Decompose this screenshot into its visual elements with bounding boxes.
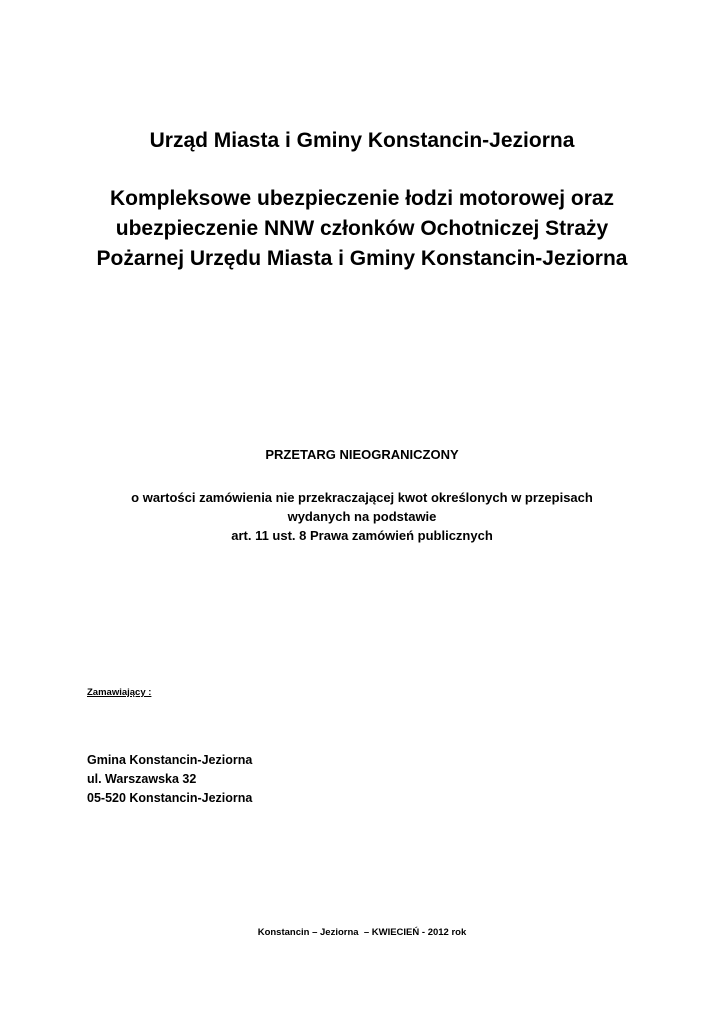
subject-line: Kompleksowe ubezpieczenie łodzi motorowej oraz bbox=[109, 187, 615, 210]
address-line: ul. Warszawska 32 bbox=[87, 772, 197, 786]
office-title: Urząd Miasta i Gminy Konstancin-Jeziorna bbox=[149, 129, 575, 152]
tender-type-heading: PRZETARG NIEOGRANICZONY bbox=[265, 447, 459, 462]
value-line: art. 11 ust. 8 Prawa zamówień publicznych bbox=[231, 528, 493, 543]
address-line: Gmina Konstancin-Jeziorna bbox=[87, 753, 253, 767]
value-line: wydanych na podstawie bbox=[287, 509, 437, 524]
orderer-address bbox=[87, 751, 252, 808]
subject-line: ubezpieczenie NNW członków Ochotniczej Straży bbox=[115, 217, 609, 240]
address-line: 05-520 Konstancin-Jeziorna bbox=[87, 791, 253, 805]
contract-value-description bbox=[60, 488, 664, 545]
footer-place-date: Konstancin – Jeziorna – KWIECIEŃ - 2012 rok bbox=[257, 927, 467, 938]
subject-line: Pożarnej Urzędu Miasta i Gminy Konstancin-Jeziorna bbox=[96, 247, 628, 270]
value-line: o wartości zamówienia nie przekraczającej kwot określonych w przepisach bbox=[131, 490, 593, 505]
subject-title bbox=[60, 184, 664, 274]
orderer-label: Zamawiający : bbox=[87, 687, 152, 698]
